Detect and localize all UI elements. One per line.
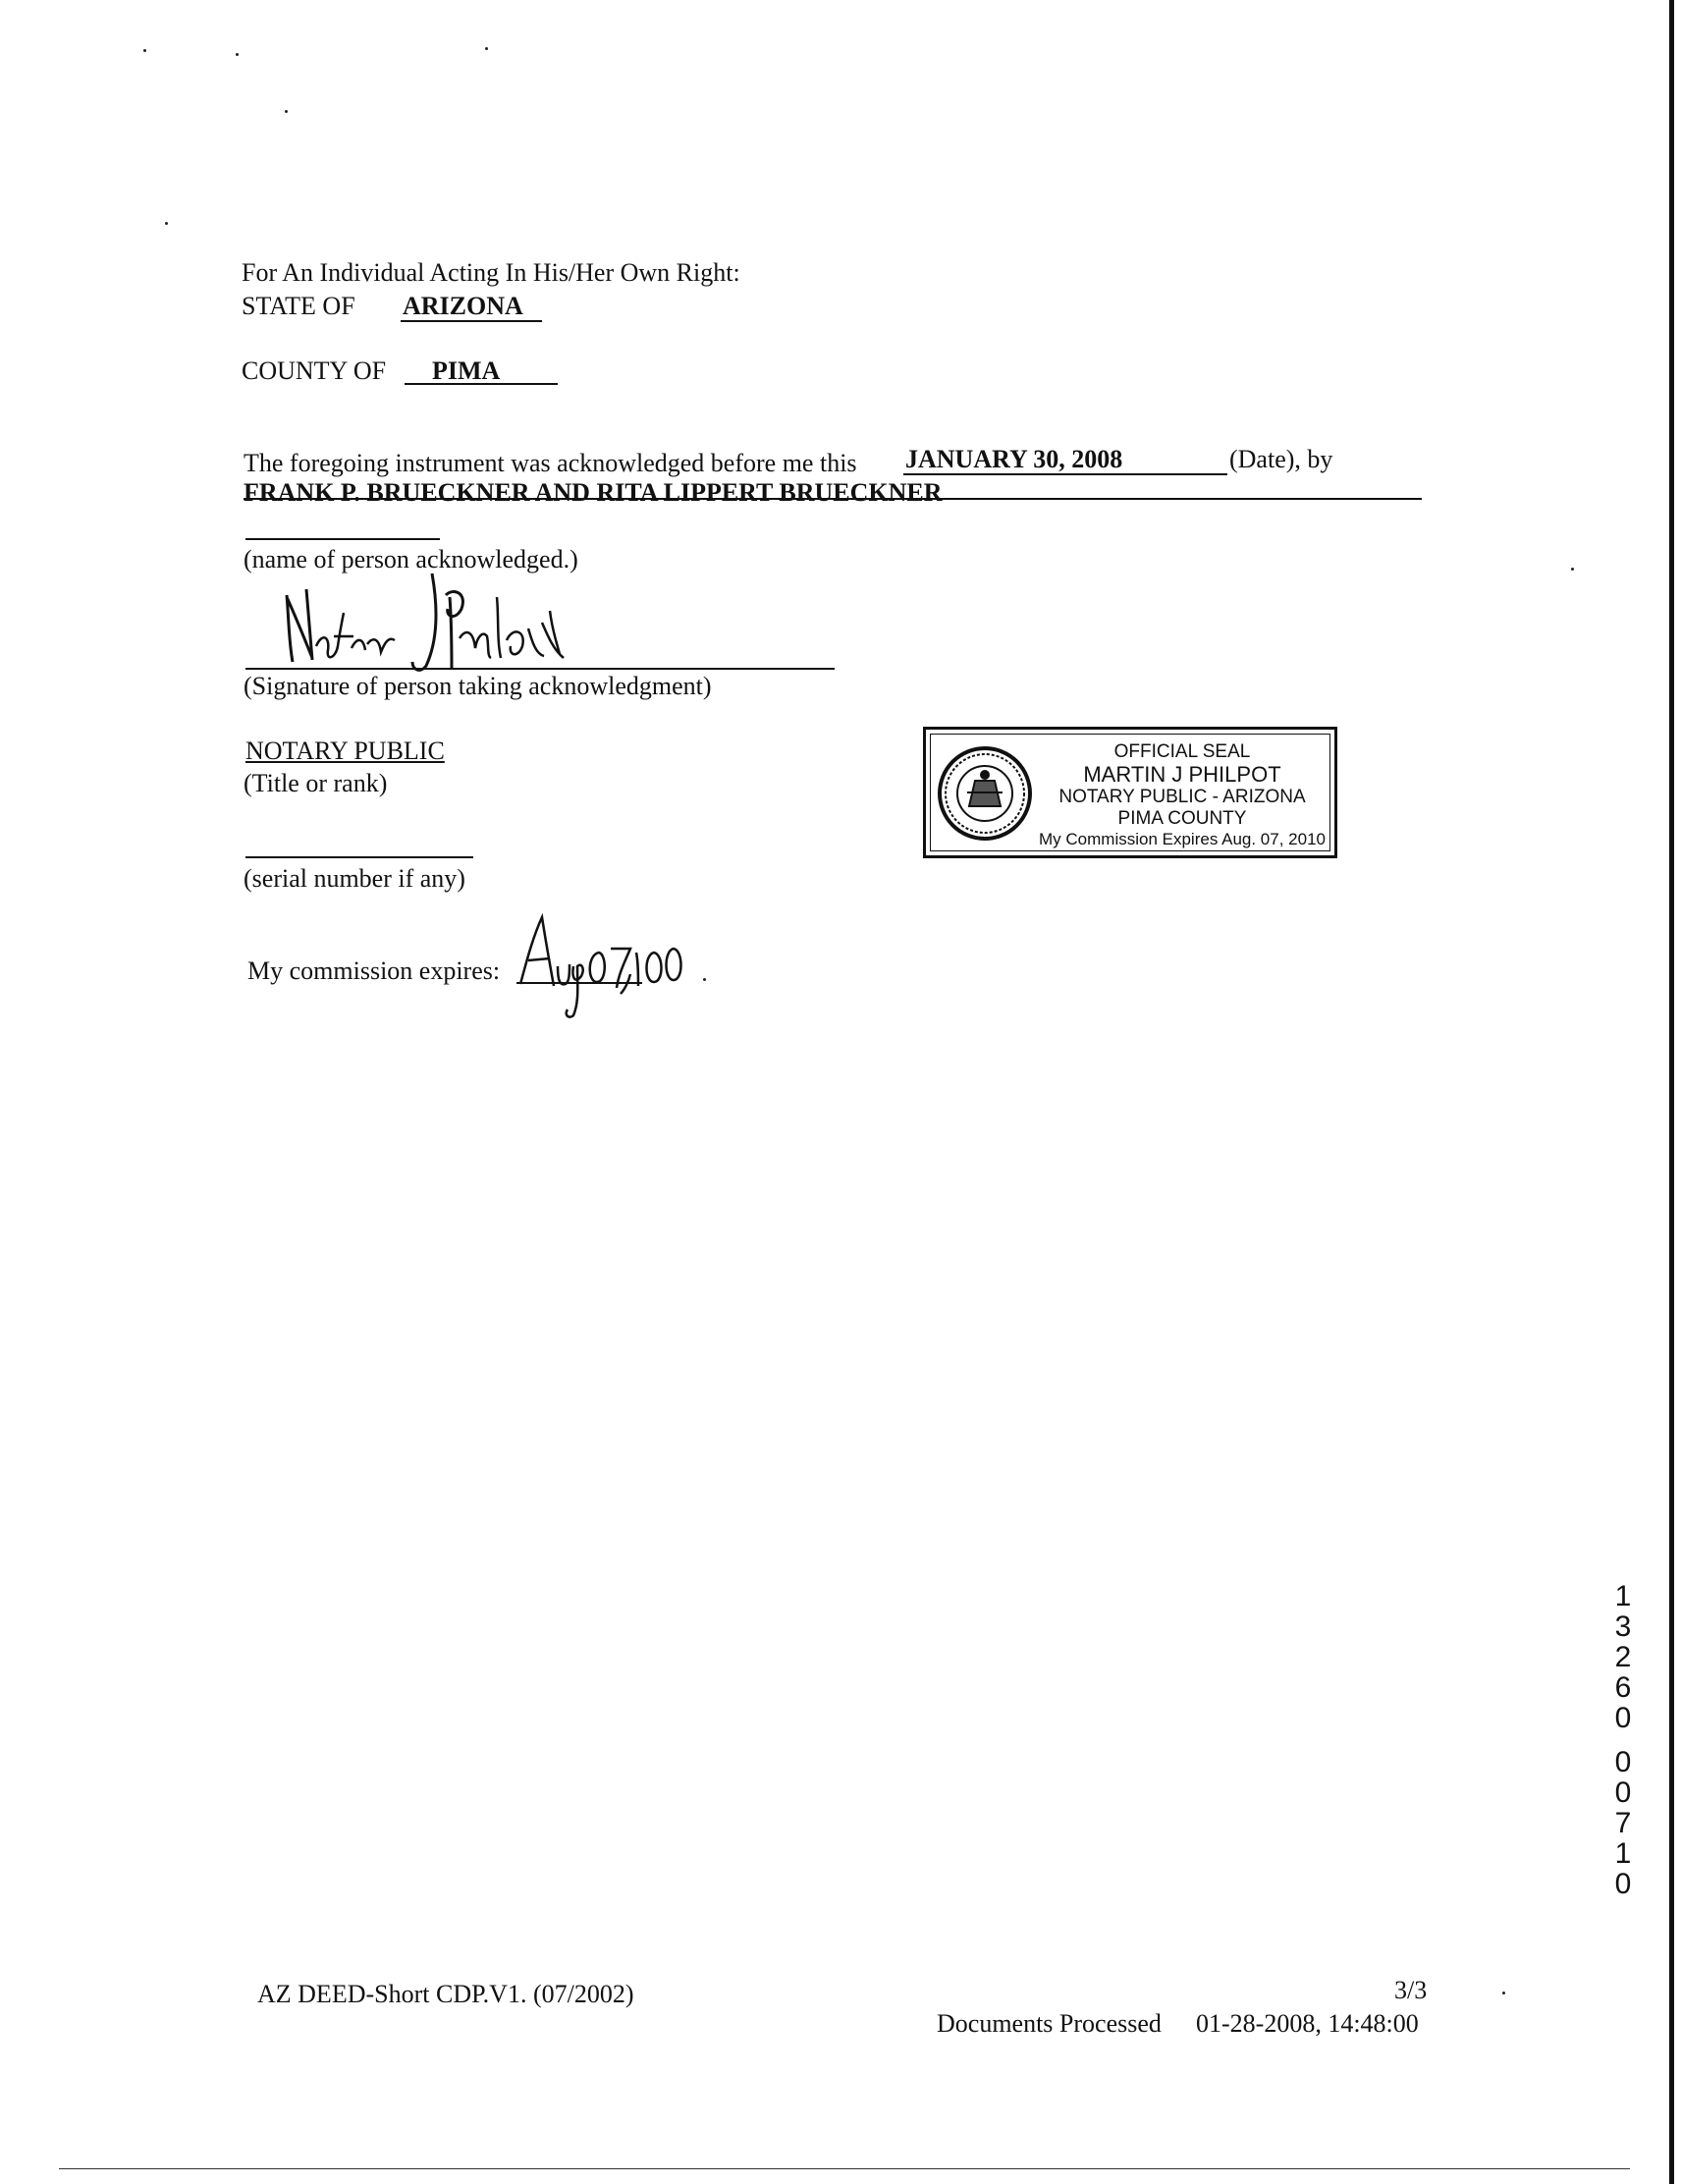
processed-value: 01-28-2008, 14:48:00 bbox=[1196, 2009, 1419, 2038]
state-label: STATE OF bbox=[242, 292, 355, 320]
recording-digit: 0 bbox=[1614, 1746, 1632, 1778]
recording-digit: 0 bbox=[1614, 1776, 1632, 1809]
recording-digit: 0 bbox=[1614, 1868, 1632, 1900]
title-caption: (Title or rank) bbox=[244, 769, 388, 797]
commission-underline bbox=[516, 982, 642, 984]
seal-line-name: MARTIN J PHILPOT bbox=[1083, 762, 1281, 787]
scan-speck bbox=[236, 53, 239, 56]
footer-form-id: AZ DEED-Short CDP.V1. (07/2002) bbox=[257, 1980, 634, 2008]
acknowledgment-date: JANUARY 30, 2008 bbox=[905, 445, 1123, 473]
scan-speck bbox=[165, 222, 168, 225]
recording-digit: 1 bbox=[1614, 1580, 1632, 1612]
recording-digit: 7 bbox=[1614, 1807, 1632, 1839]
recording-digit: 3 bbox=[1614, 1611, 1632, 1643]
page-number: 3/3 bbox=[1394, 1976, 1428, 2004]
state-underline bbox=[401, 320, 542, 322]
recording-digit: 6 bbox=[1614, 1671, 1632, 1704]
signature-line bbox=[245, 668, 835, 670]
recording-digit: 2 bbox=[1614, 1641, 1632, 1673]
scan-speck bbox=[285, 110, 288, 113]
commission-handwritten-date bbox=[516, 913, 703, 1021]
seal-line-official: OFFICIAL SEAL bbox=[1113, 741, 1251, 762]
official-seal-stamp bbox=[923, 727, 1337, 858]
name-blank-line bbox=[245, 538, 440, 540]
scan-speck bbox=[1502, 1992, 1505, 1994]
notary-title: NOTARY PUBLIC bbox=[245, 737, 445, 765]
notary-signature bbox=[265, 568, 589, 676]
signature-caption: (Signature of person taking acknowledgment) bbox=[244, 672, 712, 700]
county-label: COUNTY OF bbox=[242, 356, 387, 385]
scan-speck bbox=[485, 47, 488, 50]
serial-blank-line bbox=[245, 856, 473, 858]
processed-label: Documents Processed bbox=[937, 2009, 1162, 2038]
county-underline bbox=[405, 383, 558, 385]
commission-label: My commission expires: bbox=[247, 956, 501, 985]
scan-bottom-edge bbox=[59, 2168, 1630, 2169]
recording-number-vertical bbox=[1608, 1581, 1638, 1899]
recording-digit: 1 bbox=[1614, 1837, 1632, 1870]
scan-speck bbox=[1571, 568, 1574, 571]
scan-speck bbox=[143, 49, 146, 52]
serial-caption: (serial number if any) bbox=[244, 864, 465, 893]
state-value: ARIZONA bbox=[403, 292, 523, 320]
recording-gap bbox=[1608, 1733, 1638, 1747]
section-heading: For An Individual Acting In His/Her Own Right: bbox=[242, 258, 740, 287]
seal-line-notary: NOTARY PUBLIC - ARIZONA bbox=[1058, 787, 1306, 807]
scan-right-edge bbox=[1669, 0, 1674, 2184]
seal-line-expires: My Commission Expires Aug. 07, 2010 bbox=[1039, 830, 1326, 848]
seal-line-county: PIMA COUNTY bbox=[1117, 808, 1247, 829]
trailing-period bbox=[703, 978, 706, 981]
date-underline bbox=[903, 473, 1227, 475]
acknowledgment-text: The foregoing instrument was acknowledged before me this bbox=[244, 449, 857, 477]
persons-underline bbox=[244, 498, 1422, 500]
county-value: PIMA bbox=[432, 356, 501, 385]
name-caption: (name of person acknowledged.) bbox=[244, 545, 578, 573]
acknowledged-persons: FRANK P. BRUECKNER AND RITA LIPPERT BRUECKNER bbox=[244, 478, 943, 507]
state-seal-emblem bbox=[936, 741, 1034, 846]
recording-digit: 0 bbox=[1614, 1702, 1632, 1734]
date-suffix: (Date), by bbox=[1229, 445, 1333, 473]
